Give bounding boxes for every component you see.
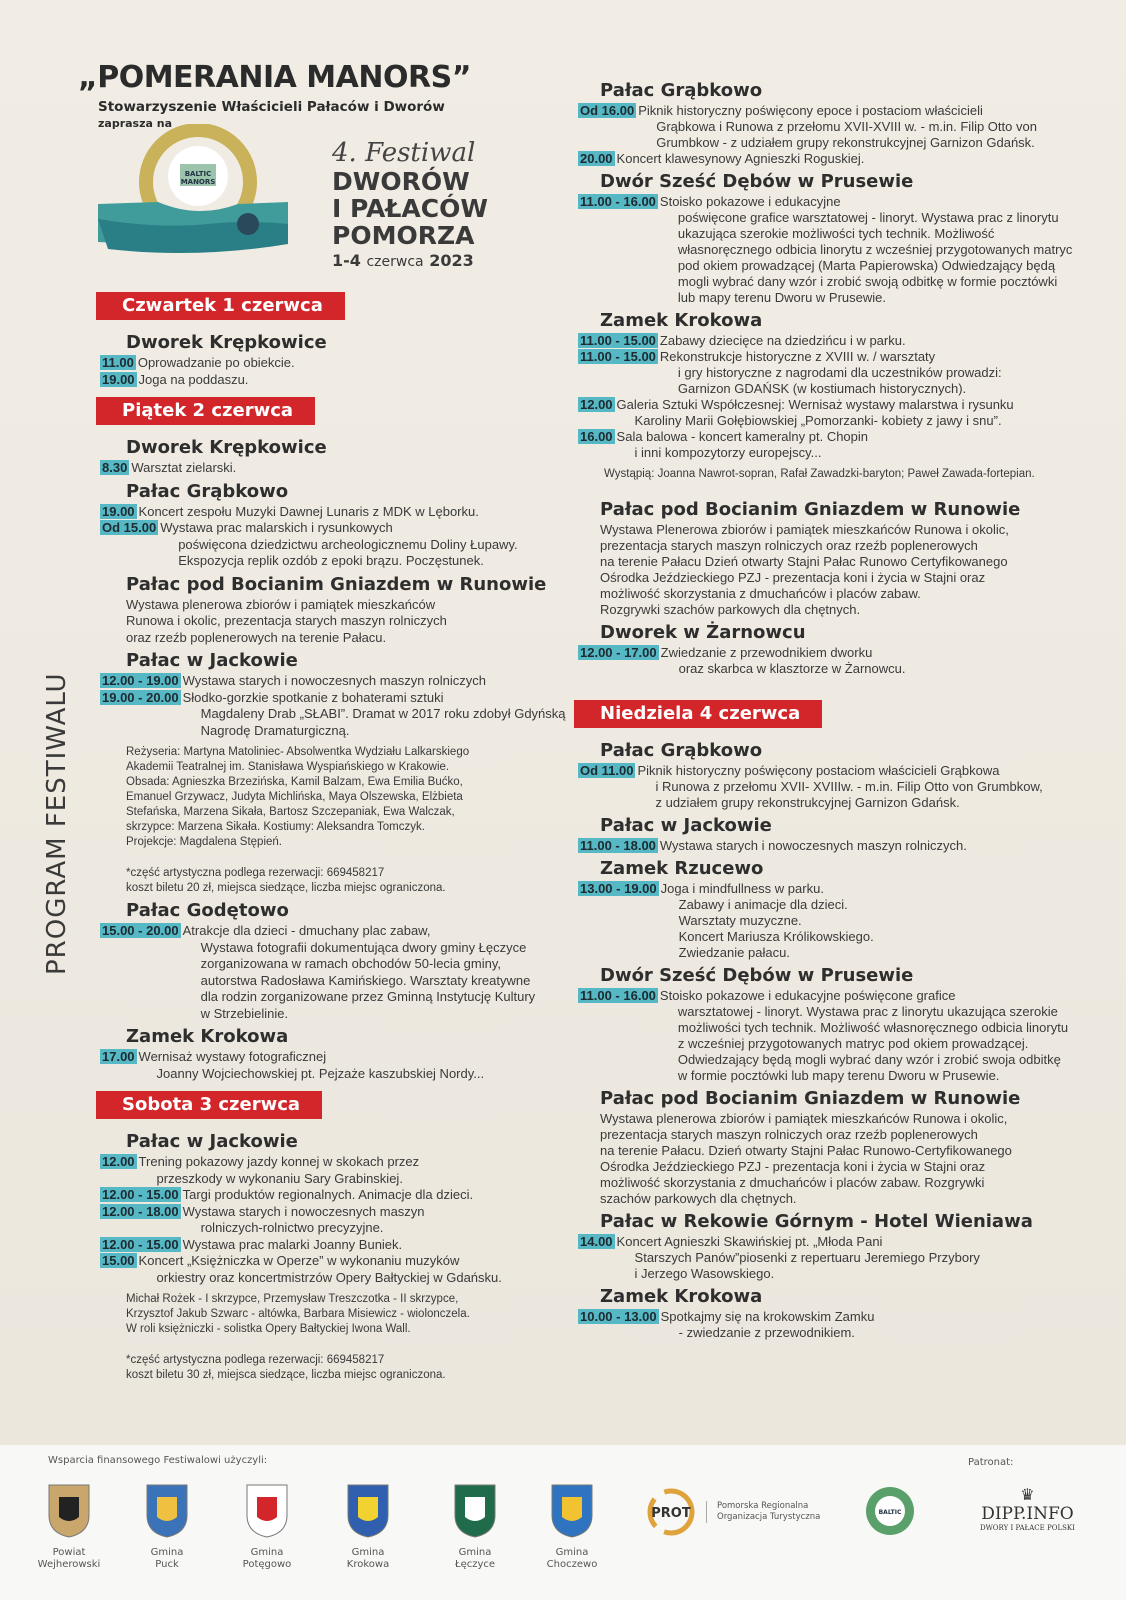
venue-name: Dworek w Żarnowcu	[600, 622, 806, 643]
event-entry	[578, 333, 1108, 349]
description-line: Joga na poddaszu.	[138, 371, 249, 387]
coat-of-arms-icon	[145, 1483, 189, 1539]
description-line: Zabawy i animacje dla dzieci.	[678, 897, 848, 912]
organizer-subtitle: Stowarzyszenie Właścicieli Pałaców i Dworów	[98, 99, 445, 115]
festival-line: DWORÓW	[332, 167, 470, 196]
description-line: Stoisko pokazowe i edukacyjne poświęcone grafice	[659, 988, 956, 1003]
time-badge: 13.00 - 19.00	[580, 881, 657, 896]
description-line: i Jerzego Wasowskiego.	[634, 1266, 775, 1281]
venue-name: Pałac Grąbkowo	[600, 80, 763, 101]
description-line: Koncert klawesynowy Agnieszki Roguskiej.	[616, 151, 865, 166]
event-entry	[100, 355, 570, 372]
coat-of-arms-icon	[550, 1483, 594, 1539]
description-line: orkiestry oraz koncertmistrzów Opery Bałtyckiej w Gdańsku.	[156, 1269, 502, 1285]
sponsor-name	[122, 1547, 212, 1571]
description-line: mogli wybrać dany wzór i zrobić swoją odbitkę w formie pocztówki	[677, 274, 1058, 289]
time-badge: 11.00 - 16.00	[580, 988, 656, 1003]
venue-name: Pałac Grąbkowo	[126, 480, 289, 502]
event-description	[139, 372, 249, 389]
description-line: poświęcone grafice warsztatowej - linoryt. Wystawa prac z linorytu	[677, 210, 1059, 225]
event-entry	[100, 1049, 570, 1082]
svg-text:BALTIC: BALTIC	[878, 1509, 902, 1516]
venue-name: Pałac w Jackowie	[600, 815, 772, 836]
sponsor-name-line: Łęczyce	[454, 1559, 496, 1570]
text-line: Emanuel Grzywacz, Judyta Michlińska, Maya Olszewska, Elżbieta	[126, 791, 463, 803]
description-line: Koncert Agnieszki Skawińskiej pt. „Młoda Pani	[616, 1234, 883, 1249]
text-line: Projekcje: Magdalena Stępień.	[126, 836, 282, 848]
venue-name: Pałac w Rekowie Górnym - Hotel Wieniawa	[600, 1211, 1033, 1232]
description-line: Targi produktów regionalnych. Animacje dla dzieci.	[182, 1187, 474, 1202]
event-description	[183, 923, 536, 1022]
event-entry	[100, 1253, 570, 1286]
text-line: prezentacja starych maszyn rolniczych oraz rzeźb poplenerowych	[600, 538, 978, 553]
text-line: na terenie Pałacu. Dzień otwarty Stajni Pałac Runowo-Certyfikowanego	[600, 1143, 1012, 1158]
text-line: prezentacja starych maszyn rolniczych oraz rzeźb poplenerowych	[600, 1127, 978, 1142]
time-badge: 11.00	[102, 355, 134, 370]
description-line: i Runowa z przełomu XVII- XVIIIw. - m.in. Filip Otto von Grumbkow,	[655, 779, 1043, 794]
description-line: własnoręcznego odbicia linorytu z wcześniej przygotowanych matryc	[677, 242, 1073, 257]
description-line: Nagrodę Dramaturgiczną.	[200, 722, 350, 738]
time-badge: 16.00	[580, 429, 613, 444]
time-badge: 11.00 - 15.00	[580, 349, 656, 364]
event-description	[637, 763, 1042, 811]
prot-ring-icon	[646, 1487, 696, 1537]
sponsor-krokowa	[323, 1483, 413, 1571]
sponsor-name-line: Powiat	[52, 1547, 86, 1558]
venue-name: Zamek Rzucewo	[600, 858, 764, 879]
time-badge: 20.00	[580, 151, 613, 166]
event-description	[139, 1253, 502, 1286]
event-description	[660, 333, 906, 349]
description-line: Warsztat zielarski.	[131, 460, 237, 475]
event-entry	[100, 923, 570, 1022]
text-line: Runowa i okolic, prezentacja starych maszyn rolniczych	[126, 613, 447, 628]
text-line: Ośrodka Jeździeckiego PZJ - prezentacja koni i życia w Stajni oraz	[600, 570, 986, 585]
festival-line: I PAŁACÓW	[332, 194, 488, 223]
description-line: Warsztaty muzyczne.	[678, 913, 802, 928]
description-line: Rekonstrukcje historyczne z XVIII w. / warsztaty	[659, 349, 936, 364]
event-description	[183, 690, 566, 740]
venue-name: Zamek Krokowa	[600, 310, 763, 331]
event-entry	[578, 194, 1108, 306]
text-line: szachów parkowych dla chętnych.	[600, 1191, 797, 1206]
description-line: Wystawa starych i nowoczesnych maszyn rolniczych.	[659, 838, 967, 853]
event-description	[160, 520, 517, 570]
event-entry	[100, 1237, 570, 1254]
event-text	[600, 522, 1108, 618]
text-line: Rozgrywki szachów parkowych dla chętnych.	[600, 602, 861, 617]
event-entry	[100, 504, 570, 521]
time-badge: 12.00 - 19.00	[102, 673, 179, 688]
program-left-column	[100, 283, 570, 1383]
event-description	[183, 1187, 474, 1204]
event-entry	[578, 838, 1108, 854]
event-description	[617, 151, 865, 167]
sponsor-łęczyce	[430, 1483, 520, 1571]
patron-label: Patronat:	[968, 1457, 1014, 1468]
venue-name: Dworek Krępkowice	[126, 332, 327, 353]
description-line: Zwiedzanie z przewodnikiem dworku	[660, 645, 873, 660]
festival-edition: 4. Festiwal	[332, 138, 476, 168]
time-badge: 11.00 - 16.00	[580, 194, 656, 209]
description-line: Galeria Sztuki Współczesnej: Wernisaż wystawy malarstwa i rysunku	[616, 397, 1014, 412]
description-line: z wcześniej przygotowanych matryc pod okiem prowadzącej.	[677, 1036, 1029, 1051]
event-description	[661, 645, 906, 677]
event-description	[183, 1237, 403, 1254]
prot-name: Pomorska Regionalna	[717, 1501, 809, 1511]
event-entry	[578, 429, 1108, 461]
time-badge: 12.00 - 15.00	[102, 1236, 179, 1252]
program-side-label: PROGRAM FESTIWALU	[42, 672, 72, 975]
event-entry	[578, 1234, 1108, 1282]
time-badge: 8.30	[102, 460, 128, 475]
event-description	[660, 838, 967, 854]
sponsor-choczewo	[527, 1483, 617, 1571]
prot-name: Organizacja Turystyczna	[717, 1512, 821, 1522]
text-line: *część artystyczna podlega rezerwacji: 669458217	[126, 867, 385, 879]
description-line: Joga i mindfullness w parku.	[660, 881, 824, 896]
sponsor-potęgowo	[222, 1483, 312, 1571]
description-line: możliwości tych technik. Możliwość własnoręcznego odbicia linorytu	[677, 1020, 1069, 1035]
text-line: Ośrodka Jeździeckiego PZJ - prezentacja koni i życia w Stajni oraz	[600, 1159, 986, 1174]
festival-title	[332, 138, 488, 270]
svg-text:BALTIC: BALTIC	[184, 170, 212, 178]
description-line: Koncert Mariusza Królikowskiego.	[678, 929, 874, 944]
event-description	[139, 504, 479, 521]
sponsor-name-line: Krokowa	[346, 1559, 390, 1570]
event-entry	[578, 1309, 1108, 1341]
description-line: i gry historyczne z nagrodami dla uczestników prowadzi:	[677, 365, 1002, 380]
description-line: Wystawa prac malarki Joanny Buniek.	[182, 1236, 403, 1252]
text-line: Wystawa plenerowa zbiorów i pamiątek mieszkańców Runowa i okolic,	[600, 1111, 1008, 1126]
description-line: lub mapy terenu Dworu w Prusewie.	[677, 290, 886, 305]
event-description	[638, 103, 1037, 151]
time-badge: 10.00 - 13.00	[580, 1309, 657, 1324]
event-description	[617, 397, 1014, 429]
sponsor-name	[222, 1547, 312, 1571]
event-note	[126, 745, 570, 850]
text-line: możliwość skorzystania z dmuchańców i placów zabaw.	[600, 586, 921, 601]
svg-text:MANORS: MANORS	[180, 178, 216, 186]
description-line: Koncert zespołu Muzyki Dawnej Lunaris z MDK w Lęborku.	[138, 503, 479, 519]
sponsor-name-line: Gmina	[555, 1547, 589, 1558]
venue-name: Zamek Krokowa	[600, 1286, 763, 1307]
description-line: - zwiedzanie z przewodnikiem.	[678, 1325, 855, 1340]
time-badge: 12.00 - 17.00	[580, 645, 657, 660]
description-line: Koncert „Księżniczka w Operze” w wykonaniu muzyków	[138, 1253, 460, 1268]
time-badge: 12.00	[102, 1154, 135, 1169]
description-line: autorstwa Radosława Kamińskiego. Warsztaty kreatywne	[200, 972, 531, 988]
event-entry	[100, 1204, 570, 1237]
venue-name: Dworek Krępkowice	[126, 437, 327, 458]
description-line: Wystawa fotografii dokumentująca dwory gminy Łęczyce	[200, 939, 527, 955]
time-badge: 14.00	[580, 1234, 613, 1249]
venue-name: Pałac pod Bocianim Gniazdem w Runowie	[600, 499, 1021, 520]
event-entry	[578, 349, 1108, 397]
time-badge: 11.00 - 18.00	[580, 838, 656, 853]
day-header: Czwartek 1 czerwca	[96, 292, 345, 320]
event-entry	[578, 103, 1108, 151]
description-line: Wystawa starych i nowoczesnych maszyn rolniczych	[182, 673, 486, 688]
description-line: Grąbkowa i Runowa z przełomu XVII-XVIII w. - m.in. Filip Otto von	[656, 119, 1037, 134]
description-line: oraz skarbca w klasztorze w Żarnowcu.	[678, 661, 906, 676]
venue-name: Pałac Godętowo	[126, 900, 289, 921]
time-badge: 12.00	[580, 397, 613, 412]
event-description	[139, 1049, 485, 1082]
event-entry	[578, 397, 1108, 429]
description-line: dla rodzin zorganizowane przez Gminną Instytucję Kultury	[200, 989, 536, 1004]
event-note	[126, 1292, 570, 1337]
time-badge: 12.00 - 18.00	[102, 1203, 179, 1219]
text-line: Wystawa plenerowa zbiorów i pamiątek mieszkańców	[126, 596, 436, 612]
time-badge: 19.00 - 20.00	[102, 689, 179, 705]
text-line: skrzypce: Marzena Sikała. Kostiumy: Aleksandra Tomczyk.	[126, 821, 425, 833]
event-entry	[100, 1187, 570, 1204]
description-line: Stoisko pokazowe i edukacyjne	[659, 194, 841, 209]
description-line: i inni kompozytorzy europejscy...	[634, 445, 822, 460]
description-line: rolniczych-rolnictwo precyzyjne.	[200, 1220, 384, 1235]
text-line: Stefańska, Marzena Sikała, Bartosz Szczepaniak, Ewa Walczak,	[126, 806, 455, 818]
festival-logo	[98, 124, 298, 259]
description-line: Atrakcje dla dzieci - dmuchany plac zabaw,	[182, 923, 431, 938]
description-line: ukazująca szerokie możliwości tych technik. Możliwość	[677, 226, 995, 241]
sponsor-name	[323, 1547, 413, 1571]
event-description	[138, 355, 295, 372]
event-description	[617, 429, 868, 461]
description-line: Wystawa prac malarskich i rysunkowych	[160, 520, 393, 535]
time-badge: 12.00 - 15.00	[102, 1187, 179, 1202]
description-line: Joanny Wojciechowskiej pt. Pejzaże kaszubskiej Nordy...	[156, 1065, 485, 1081]
coat-of-arms-icon	[245, 1483, 289, 1539]
venue-name: Pałac pod Bocianim Gniazdem w Runowie	[600, 1088, 1021, 1109]
event-description	[617, 1234, 980, 1282]
description-line: Starszych Panów”piosenki z repertuaru Jeremiego Przybory	[634, 1250, 980, 1265]
text-line: koszt biletu 30 zł, miejsca siedzące, liczba miejsc ograniczona.	[126, 1369, 446, 1381]
date-year: 2023	[429, 251, 474, 270]
text-line: Krzysztof Jakub Szwarc - altówka, Barbara Misiewicz - wiolonczela.	[126, 1308, 470, 1320]
event-description	[661, 1309, 875, 1341]
description-line: Piknik historyczny poświęcony epoce i postaciom właścicieli	[638, 103, 983, 118]
text-line: Wystawa Plenerowa zbiorów i pamiątek mieszkańców Runowa i okolic,	[600, 522, 1009, 537]
event-text	[600, 1111, 1108, 1207]
coat-of-arms-icon	[453, 1483, 497, 1539]
day-header: Piątek 2 czerwca	[96, 397, 315, 425]
event-description	[660, 194, 1073, 306]
event-description	[183, 673, 486, 690]
prot-logo	[646, 1487, 820, 1537]
event-description	[661, 881, 874, 961]
event-note	[604, 467, 1108, 482]
sponsor-name-line: Choczewo	[546, 1559, 598, 1570]
event-entry	[578, 645, 1108, 677]
event-note	[126, 866, 570, 896]
description-line: Oprowadzanie po obiekcie.	[137, 355, 295, 370]
text-line: W roli księżniczki - solistka Opery Bałtyckiej Iwona Wall.	[126, 1323, 411, 1335]
description-line: Zwiedzanie pałacu.	[678, 945, 790, 960]
sponsor-name-line: Wejherowski	[37, 1559, 101, 1570]
day-block	[578, 691, 1108, 736]
description-line: Odwiedzający będą mogli wybrać dany wzór i zrobić swoja odbitkę	[677, 1052, 1061, 1067]
crown-icon: ♛	[1020, 1485, 1035, 1504]
event-description	[183, 1204, 425, 1237]
event-entry	[578, 151, 1108, 167]
festival-line: POMORZA	[332, 221, 475, 250]
description-line: warsztatowej - linoryt. Wystawa prac z linorytu ukazująca szerokie	[677, 1004, 1058, 1019]
description-line: Trening pokazowy jazdy konnej w skokach przez	[138, 1154, 420, 1169]
venue-name: Pałac pod Bocianim Gniazdem w Runowie	[126, 573, 547, 595]
description-line: Ekspozycja replik ozdób z epoki brązu. Poczęstunek.	[178, 553, 484, 568]
description-line: Piknik historyczny poświęcony postaciom właścicieli Grąbkowa	[637, 763, 1000, 778]
day-block	[100, 388, 570, 433]
event-entry	[100, 690, 570, 740]
description-line: Sala balowa - koncert kameralny pt. Chopin	[616, 429, 869, 444]
svg-text:PROT: PROT	[651, 1506, 691, 1521]
day-header: Niedziela 4 czerwca	[574, 700, 822, 728]
event-entry	[100, 673, 570, 690]
day-block	[100, 1082, 570, 1127]
day-header: Sobota 3 czerwca	[96, 1091, 322, 1119]
text-line: Akademii Teatralnej im. Stanisława Wyspiańskiego w Krakowie.	[126, 761, 450, 773]
event-entry	[578, 881, 1108, 961]
venue-name: Pałac Grąbkowo	[600, 740, 763, 761]
time-badge: 11.00 - 15.00	[580, 333, 656, 348]
baltic-manors-logo	[862, 1483, 918, 1543]
event-entry	[100, 1154, 570, 1187]
sponsor-name-line: Puck	[155, 1559, 179, 1570]
event-description	[139, 1154, 420, 1187]
description-line: Słodko-gorzkie spotkanie z bohaterami sztuki	[182, 689, 444, 705]
text-line: na terenie Pałacu Dzień otwarty Stajni Pałac Runowo Certyfikowanego	[600, 554, 1008, 569]
event-description	[131, 460, 236, 477]
event-entry	[578, 988, 1108, 1084]
description-line: przeszkody w wykonaniu Sary Grabinskiej.	[156, 1170, 403, 1186]
text-line: koszt biletu 20 zł, miejsca siedzące, liczba miejsc ograniczona.	[126, 882, 446, 894]
text-line: możliwość skorzystania z dmuchańców i placów zabaw. Rozgrywki	[600, 1175, 985, 1190]
event-description	[660, 349, 1002, 397]
description-line: Garnizon GDAŃSK (w kostiumach historycznych).	[677, 381, 967, 396]
time-badge: Od 15.00	[102, 520, 157, 535]
dipp-sub: DWORY I PAŁACE POLSKI	[980, 1524, 1075, 1532]
event-note	[126, 1353, 570, 1383]
sponsor-name-line: Gmina	[150, 1547, 184, 1558]
venue-name: Dwór Sześć Dębów w Prusewie	[600, 171, 914, 192]
description-line: Grumbkow - z udziałem grupy rekonstrukcyjnej Garnizon Gdańsk.	[656, 135, 1035, 150]
date-days: 1-4	[332, 251, 361, 270]
dipp-logo	[980, 1485, 1075, 1532]
time-badge: Od 11.00	[580, 763, 634, 778]
text-line: *część artystyczna podlega rezerwacji: 669458217	[126, 1354, 385, 1366]
festival-date	[332, 251, 488, 270]
sponsor-name	[430, 1547, 520, 1571]
time-badge: Od 16.00	[580, 103, 635, 118]
sponsor-name-line: Gmina	[250, 1547, 284, 1558]
sponsor-name	[527, 1547, 617, 1571]
text-line: Wystąpią: Joanna Nawrot-sopran, Rafał Zawadzki-baryton; Paweł Zawada-fortepian.	[604, 468, 1035, 480]
sponsor-wejherowski	[24, 1483, 114, 1571]
event-entry	[578, 763, 1108, 811]
venue-name: Dwór Sześć Dębów w Prusewie	[600, 965, 914, 986]
organizer-title: „POMERANIA MANORS”	[78, 60, 471, 95]
description-line: Wernisaż wystawy fotograficznej	[138, 1049, 327, 1064]
description-line: poświęcona dziedzictwu archeologicznemu Doliny Łupawy.	[178, 536, 518, 552]
funding-label: Wsparcia finansowego Festiwalowi użyczyli:	[48, 1455, 268, 1466]
text-line: Obsada: Agnieszka Brzezińska, Kamil Balzam, Ewa Emilia Bućko,	[126, 776, 463, 788]
sponsor-name-line: Gmina	[351, 1547, 385, 1558]
description-line: zorganizowana w ramach obchodów 50-lecia gminy,	[200, 956, 501, 971]
description-line: Karoliny Marii Gołębiowskiej „Pomorzanki- kobiety z jawy i snu”.	[634, 413, 1002, 428]
coat-of-arms-icon	[346, 1483, 390, 1539]
sponsors-footer	[0, 1445, 1126, 1600]
time-badge: 19.00	[102, 371, 135, 387]
sponsor-name-line: Gmina	[458, 1547, 492, 1558]
event-entry	[100, 520, 570, 570]
date-month: czerwca	[366, 254, 424, 270]
description-line: pod okiem prowadzącej (Marta Papierowska) Odwiedzający będą	[677, 258, 1056, 273]
venue-name: Zamek Krokowa	[126, 1026, 289, 1047]
venue-name: Pałac w Jackowie	[126, 650, 298, 671]
event-entry	[100, 460, 570, 477]
description-line: w formie pocztówki lub mapy terenu Dworu w Prusewie.	[677, 1068, 1000, 1083]
invite-text: zaprasza na	[98, 117, 173, 130]
venue-name: Pałac w Jackowie	[126, 1131, 298, 1152]
time-badge: 15.00	[102, 1253, 135, 1268]
description-line: Zabawy dziecięce na dziedzińcu i w parku.	[659, 333, 906, 348]
event-description	[660, 988, 1068, 1084]
text-line: Michał Rożek - I skrzypce, Przemysław Treszczotka - II skrzypce,	[126, 1293, 459, 1305]
description-line: Wystawa starych i nowoczesnych maszyn	[182, 1203, 425, 1219]
description-line: w Strzebielinie.	[200, 1005, 289, 1021]
time-badge: 15.00 - 20.00	[102, 923, 179, 938]
description-line: z udziałem grupy rekonstrukcyjnej Garnizon Gdańsk.	[655, 795, 960, 810]
description-line: Magdaleny Drab „SŁABI”. Dramat w 2017 roku zdobył Gdyńską	[200, 706, 566, 721]
text-line: Reżyseria: Martyna Matoliniec- Absolwentka Wydziału Lalkarskiego	[126, 746, 470, 758]
program-right-column	[578, 76, 1108, 1341]
sponsor-puck	[122, 1483, 212, 1571]
dipp-name: DIPP.INFO	[981, 1504, 1074, 1524]
time-badge: 19.00	[102, 503, 135, 519]
event-text	[126, 597, 570, 647]
event-entry	[100, 372, 570, 389]
description-line: Spotkajmy się na krokowskim Zamku	[660, 1309, 875, 1324]
sponsor-name-line: Potęgowo	[242, 1559, 292, 1570]
coat-of-arms-icon	[47, 1483, 91, 1539]
sponsor-name	[24, 1547, 114, 1571]
time-badge: 17.00	[102, 1049, 135, 1064]
day-block	[100, 283, 570, 328]
text-line: oraz rzeźb poplenerowych na terenie Pałacu.	[126, 629, 387, 645]
